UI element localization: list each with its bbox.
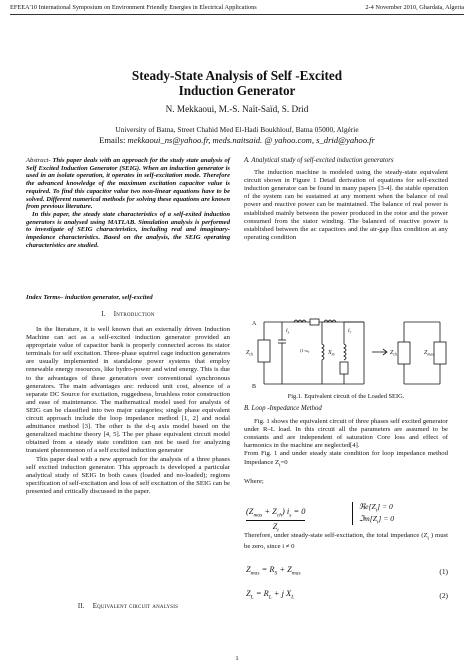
zch-label: $Z_{ch}$	[246, 350, 254, 357]
slip-label: ($1-\omega_r$	[300, 348, 310, 354]
equation-1: $Z_{mas} = R_S + Z_{mas}$	[246, 565, 301, 577]
page-number: 1	[235, 655, 239, 662]
zmas-label: $Z_{mas}$	[424, 350, 434, 357]
node-a-label: A	[252, 321, 257, 327]
is-label: $i_s$	[286, 328, 290, 335]
abstract-heading: Abstract-	[26, 157, 51, 164]
equivalent-circuit-figure	[244, 310, 448, 390]
self-excitation-paragraph: Therefore, under steady-state self-excitation, the total impedance ($Z_t$ ) must be zero, since i ≠ 0	[244, 532, 448, 551]
ir-label: $i_r$	[348, 328, 352, 335]
affiliation: University of Batna, Street Chahid Med El-Hadi Boukhlouf, Batna 05000, Algérie	[115, 125, 359, 134]
introduction-body	[26, 326, 230, 496]
paper-title	[0, 68, 474, 98]
conference-name: EFEEA'10 International Symposium on Environment Friendly Energies in Electrical Applications	[10, 4, 257, 11]
subsection-b	[244, 405, 448, 486]
zch-right-label: $Z_{ch}$	[390, 350, 398, 357]
subsection-a-paragraph: The induction machine is modeled using the steady-state equivalent circuit shown in Figure 1 Detail derivation of equations for self-excited induction generator can be found in many papers [3-4]. the stable operation of the system can be sustained at any moment when the balance of real power and reactive power can be maintained. The balance of real power is established mainly between the power produced in the rotor and the power consumed from the stator winding. The balanced of reactive power is established between the ac capacitors and the air-gap flux condition at any operating condition	[244, 169, 448, 241]
imag-part-condition: $ℑm[Z_t] = 0$	[359, 513, 395, 526]
where-label: Where;	[244, 477, 264, 485]
title-line-2: Induction Generator	[178, 83, 296, 98]
conference-date: 2-4 November 2010, Ghardaïa, Algeria	[365, 4, 464, 11]
email-line	[0, 135, 474, 145]
emails-label: Emails:	[99, 135, 126, 145]
header-rule	[10, 14, 464, 15]
impedance-system-equation: $(Z_{mas} + Z_{ch}) i_s = 0$ $Z_t$	[246, 507, 306, 534]
index-terms-text: – induction generator, self-excited	[60, 294, 153, 301]
section-heading-equivalent-circuit: II. Equivalent circuit analysis	[77, 603, 179, 610]
subsection-b-paragraph-1: Fig. 1 shows the equivalent circuit of three phases self excited generator under R–L load. In this circuit all the parameters are assumed to be constants and are independent of saturation Core loss and effect of harmonics in the machine are neglected[4].	[244, 418, 448, 450]
equation-1-number: (1)	[439, 567, 448, 576]
equation-2: $Z_L = R_L + j$ $X_L$	[246, 589, 295, 601]
real-part-condition: $ℜe[Z_t] = 0$	[359, 502, 393, 514]
subsection-b-heading: B. Loop -Impedance Method	[244, 405, 322, 412]
node-b-label: B	[252, 384, 257, 390]
abstract	[26, 157, 230, 249]
zero-conditions	[352, 502, 394, 525]
abstract-paragraph-2: In this paper, the steady state characteristics of a self-exited induction generators is analysed using MATLAB. Simulation analysis is performed to investigate of SEIG characteristics, including real and imaginary-impedance characteristics. Based on the analysis, the SEIG operating characteristics are studied.	[26, 210, 230, 249]
author-list: N. Mekkaoui, M.-S. Naït-Saïd, S. Drid	[165, 104, 309, 114]
section-heading-introduction: I. Introduction	[101, 311, 155, 318]
email-addresses: mekkaoui_ns@yahoo.fr, meds.naitsaid. @ yahoo.com, s_drid@yahoo.fr	[127, 135, 375, 145]
xm-label: $X_m$	[328, 350, 335, 357]
title-line-1: Steady-State Analysis of Self -Excited	[131, 68, 343, 83]
intro-paragraph-1: In the literature, it is well known that an externally driven Induction Machine can act as a self-excited induction generator provided an appropriate value of capacitor bank is properly connected across its stator terminals for self excitation. Three-phase squirrel cage induction generators are usually implemented in standalone power systems that employ renewable energy resources, like hydro-power and wind energy. This is due to the advantages of these generators over conventional synchronous generators. The main advantages are: reduced unit cost, absence of a separate DC Source for excitation, ruggedness, brushless rotor construction and ease of maintenance. The mathematical model used for analysis of SEIG can be classified into two major categories; single phase equivalent circuit approach include the loop impedance method [1, 2] and nodal admittance method [3]. The other is the d-q axis model based on the generalized machine theory [4, 5]. The per phase equivalent circuit model obtained from a steady state condition can not be used for analyzing transient phenomenon of a self excited induction generator	[26, 326, 230, 455]
subsection-a-heading: A. Analytical study of self-excited induction generators	[244, 157, 394, 164]
intro-paragraph-2: This paper deal with a new approach for the analysis of a three phases self excited induction generator. This approach is developed a particular analytical study of SEIG In both cases (loaded and no-loaded); regions specification of self-excitation and loss of self excitation of the SEIG can be presented and critically discussed in the paper.	[26, 455, 230, 495]
subsection-b-paragraph-2: From Fig. 1 and under steady state condition for loop impedance method Impedance $Z_t=0$	[244, 450, 448, 468]
index-terms-heading: Index Terms	[26, 294, 61, 301]
index-terms	[26, 294, 230, 302]
figure-caption: Fig.1. Equivalent circuit of the Loaded SEIG.	[287, 393, 405, 400]
equation-2-number: (2)	[439, 591, 448, 600]
abstract-paragraph-1: Abstract- This paper deals with an approach for the study state analysis of Self Excited Induction Generator (SEIG). When an induction generator is used in an isolate operation, it operates in self-excitation mode. Therefore the advanced knowledge of the maximum excitation capacitor value is required. To find this capacitor value two non-linear equations have to be solved. Different numerical methods for solving these equations are known from previous literature.	[26, 157, 230, 211]
subsection-a	[244, 157, 448, 242]
